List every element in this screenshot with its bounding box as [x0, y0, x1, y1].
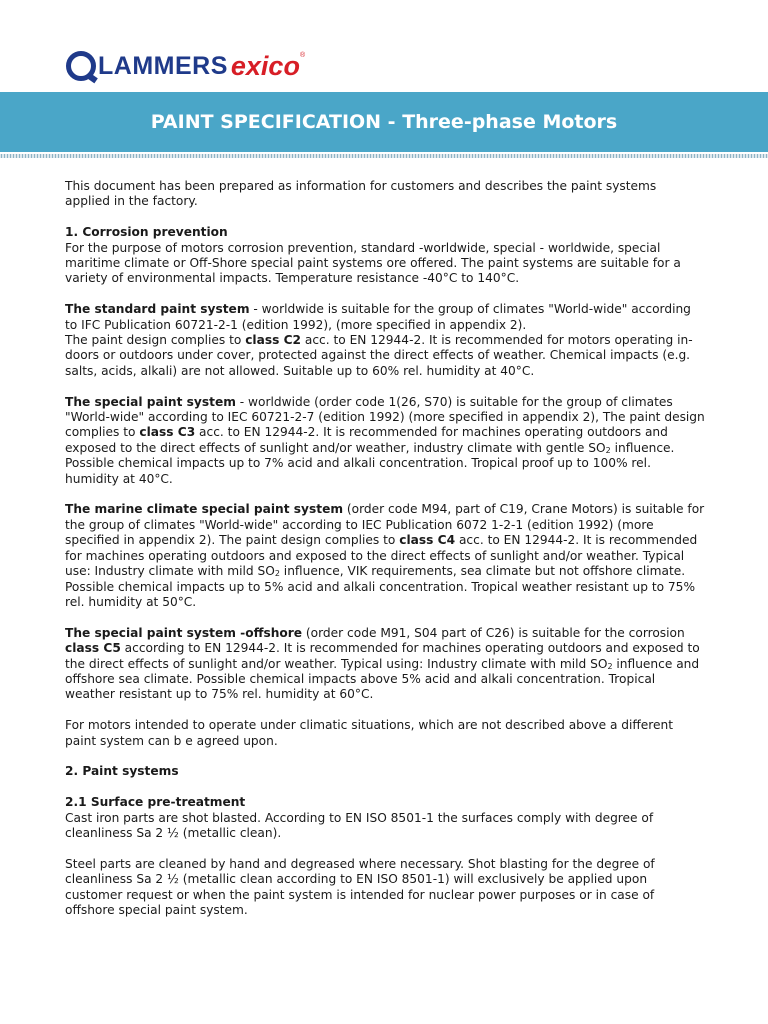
dotted-divider — [0, 154, 768, 158]
corrosion-section — [65, 225, 705, 287]
document-body — [65, 179, 705, 934]
marine-paint-paragraph — [65, 502, 705, 610]
offshore-paint-text-2: according to EN 12944-2. It is recommended for machines operating outdoors and exposed to the direct effects of sunlight and/or weather. Typical using: Industry climate with mild SO — [65, 641, 700, 671]
offshore-paint-paragraph — [65, 626, 705, 703]
standard-paint-title: The standard paint system — [65, 302, 250, 317]
offshore-paint-text-3: influence and offshore sea climate. Possible chemical impacts above 5% acid and alkali concentration. Tropical weather resistant up to 75% rel. humidity at 60°C. — [65, 656, 700, 702]
standard-paint-class: class C2 — [245, 333, 301, 348]
marine-paint-class: class C4 — [399, 533, 456, 548]
paint-systems-heading: 2. Paint systems — [65, 764, 179, 779]
marine-paint-text-1: (order code M94, part of C19, Crane Motors) is suitable for the group of climates "World-wide" according to IEC Publication 6072 1-2-1 (edition 1992) (more specified in appendix 2). The paint design complies to — [65, 502, 705, 548]
other-climate-paragraph: For motors intended to operate under climatic situations, which are not described above a different paint system can b e agreed upon. — [65, 718, 674, 748]
standard-paint-paragraph — [65, 302, 705, 379]
special-paint-title: The special paint system — [65, 394, 236, 409]
standard-paint-text-1: - worldwide is suitable for the group of climates "World-wide" according to IFC Publication 60721-2-1 (edition 1992), (more specified in appendix 2). — [65, 302, 691, 332]
marine-paint-title: The marine climate special paint system — [65, 502, 344, 517]
surface-pretreatment-text: Cast iron parts are shot blasted. According to EN ISO 8501-1 the surfaces comply with degree of cleanliness Sa 2 ½ (metallic clean). — [65, 810, 654, 840]
logo-q-icon — [66, 51, 96, 81]
marine-paint-subscript: 2 — [274, 569, 280, 579]
offshore-paint-subscript: 2 — [607, 661, 613, 671]
corrosion-text: For the purpose of motors corrosion prevention, standard -worldwide, special - worldwide, special maritime climate or Off-Shore special paint systems ore offered. The paint systems are suitable for a variety of environmental impacts. Temperature resistance -40°C to 140°C. — [65, 240, 681, 286]
marine-paint-text-2: acc. to EN 12944-2. It is recommended for machines operating outdoors and exposed to the direct effects of sunlight and/or weather. Typical use: Industry climate with mild SO — [65, 533, 698, 579]
special-paint-paragraph — [65, 395, 705, 487]
logo-registered-mark: ® — [299, 52, 306, 59]
offshore-paint-title: The special paint system -offshore — [65, 625, 303, 640]
title-banner — [0, 92, 768, 152]
standard-paint-text-2: The paint design complies to — [65, 333, 246, 348]
special-paint-class: class C3 — [139, 425, 196, 440]
offshore-paint-text-1: (order code M91, S04 part of C26) is suitable for the corrosion — [302, 625, 685, 640]
steel-parts-paragraph: Steel parts are cleaned by hand and degreased where necessary. Shot blasting for the degree of cleanliness Sa 2 ½ (metallic clean according to EN ISO 8501-1) will exclusively be applied upon customer request or when the paint system is intended for nuclear power purposes or in case of offshore special paint system. — [65, 856, 655, 917]
special-paint-text-1: - worldwide (order code 1(26, S70) is suitable for the group of climates "World-wide" according to IEC 60721-2-7 (edition 1992) (more specified in appendix 2), The paint design complies to — [65, 394, 705, 440]
logo-exico-text: exico — [230, 51, 300, 81]
surface-pretreatment-section — [65, 795, 705, 841]
paint-systems-section — [65, 764, 705, 779]
intro-paragraph: This document has been prepared as information for customers and describes the paint systems applied in the factory. — [65, 179, 657, 209]
special-paint-text-3: influence. Possible chemical impacts up to 7% acid and alkali concentration. Tropical proof up to 100% rel. humidity at 40°C. — [65, 440, 675, 486]
special-paint-subscript: 2 — [605, 445, 611, 455]
logo-lammers-text: LAMMERS — [98, 52, 228, 80]
special-paint-text-2: acc. to EN 12944-2. It is recommended for machines operating outdoors and exposed to the direct effects of sunlight and/or weather, industry climate with gentle SO — [65, 425, 668, 455]
standard-paint-text-3: acc. to EN 12944-2. It is recommended for motors operating in-doors or outdoors under cover, protected against the direct effects of weather. Chemical impacts (e.g. salts, acids, alkali) are not allowed. Suitable up to 60% rel. humidity at 40°C. — [65, 333, 693, 378]
offshore-paint-class: class C5 — [65, 641, 121, 656]
marine-paint-text-3: influence, VIK requirements, sea climate but not offshore climate. Possible chemical impacts up to 5% acid and alkali concentration. Tropical weather resistant up to 75% rel. humidity at 50°C. — [65, 564, 696, 609]
surface-pretreatment-heading: 2.1 Surface pre-treatment — [65, 795, 246, 810]
document-title: PAINT SPECIFICATION - Three-phase Motors — [150, 111, 618, 133]
corrosion-heading: 1. Corrosion prevention — [65, 225, 228, 240]
company-logo — [66, 46, 305, 86]
